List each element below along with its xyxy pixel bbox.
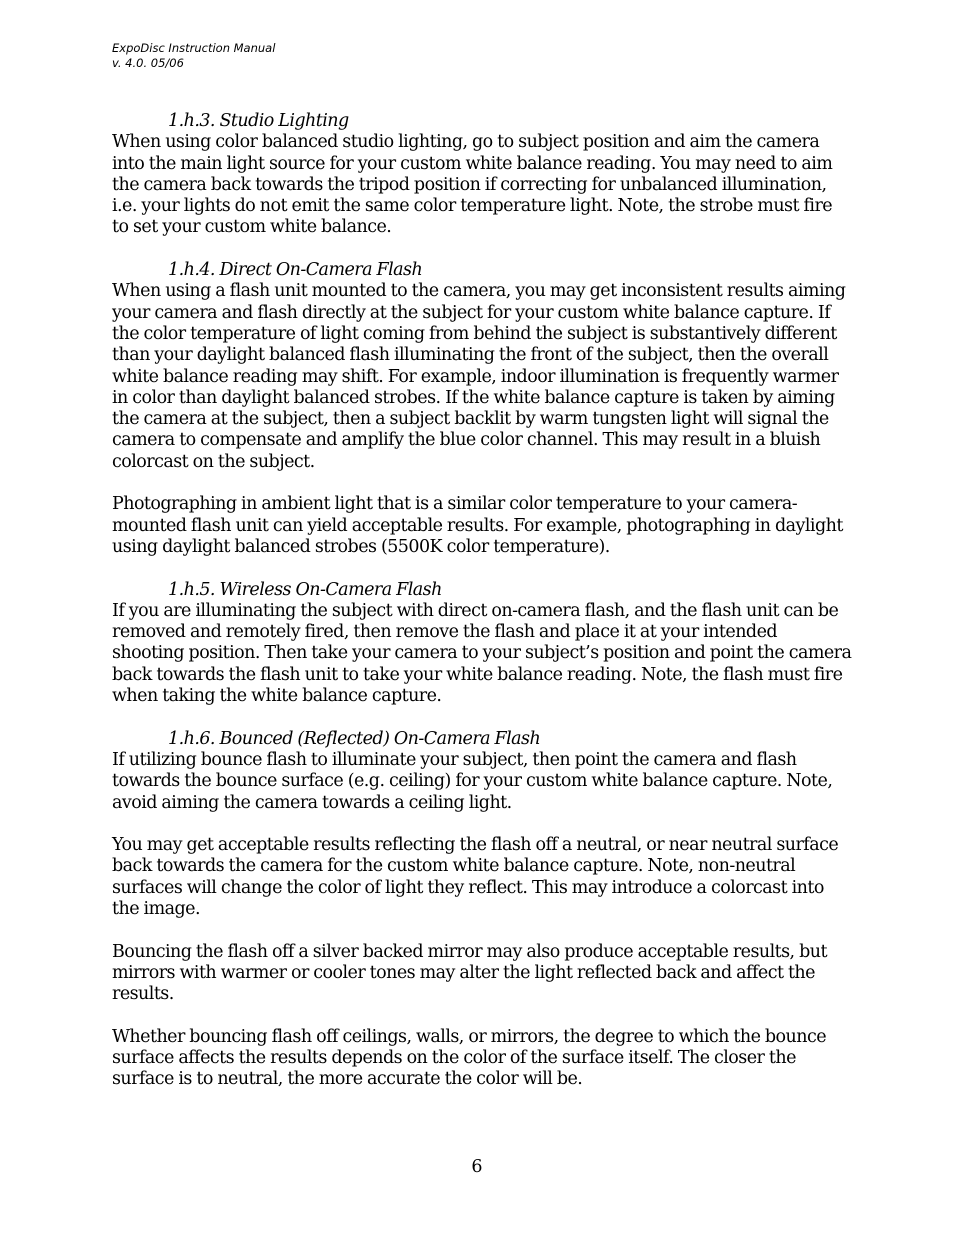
paragraph: When using a flash unit mounted to the camera, you may get inconsistent results aiming your camera and flash directly at the subject for your custom white balance capture. If the color temperature of light coming from behind the subject is substantively different than your daylight balanced flash illuminating the front of the subject, then the overall white balance reading may shift. For example, indoor illumination is frequently warmer in color than daylight balanced strobes. If the white balance capture is taken by aiming the camera at the subject, then a subject backlit by warm tungsten light will signal the camera to compensate and amplify the blue color channel. This may result in a bluish colorcast on the subject. [112,281,846,472]
section-heading-studio-lighting: 1.h.3. Studio Lighting [168,111,349,131]
paragraph: Whether bouncing flash off ceilings, walls, or mirrors, the degree to which the bounce surface affects the results depends on the color of the surface itself. The closer the surface is to neutral, the more accurate the color will be. [112,1026,827,1090]
paragraph: When using color balanced studio lighting, go to subject position and aim the camera into the main light source for your custom white balance reading. You may need to aim the camera back towards the tripod position if correcting for unbalanced illumination, i.e. your lights do not emit the same color temperature light. Note, the strobe must fire to set your custom white balance. [112,132,833,238]
section-heading-direct-flash: 1.h.4. Direct On-Camera Flash [168,260,423,281]
section-heading-bounced-flash: 1.h.6. Bounced (Reflected) On-Camera Flash [168,728,541,749]
document-body [112,111,852,1091]
paragraph: If utilizing bounce flash to illuminate your subject, then point the camera and flash towards the bounce surface (e.g. ceiling) for your custom white balance capture. Note, avoid aiming the camera towards a ceiling light. [112,749,833,813]
paragraph: If you are illuminating the subject with direct on-camera flash, and the flash unit can be removed and remotely fired, then remove the flash and place it at your intended shooting position. Then take your camera to your subject’s position and point the camera back towards the flash unit to take your white balance reading. Note, the flash must fire when taking the white balance capture. [112,600,852,707]
section-heading-wireless-flash: 1.h.5. Wireless On-Camera Flash [168,579,442,600]
page-number: 6 [471,1157,483,1177]
page-header [112,41,275,71]
manual-title: ExpoDisc Instruction Manual [112,41,276,55]
manual-version: v. 4.0. 05/06 [112,56,184,70]
paragraph: You may get acceptable results reflecting the flash off a neutral, or near neutral surface back towards the camera for the custom white balance capture. Note, non-neutral surfaces will change the color of light they reflect. This may introduce a colorcast into the image. [112,835,839,919]
paragraph: Photographing in ambient light that is a similar color temperature to your camera-mounted flash unit can yield acceptable results. For example, photographing in daylight using daylight balanced strobes (5500K color temperature). [112,494,843,557]
paragraph: Bouncing the flash off a silver backed mirror may also produce acceptable results, but mirrors with warmer or cooler tones may alter the light reflected back and affect the results. [112,941,827,1005]
